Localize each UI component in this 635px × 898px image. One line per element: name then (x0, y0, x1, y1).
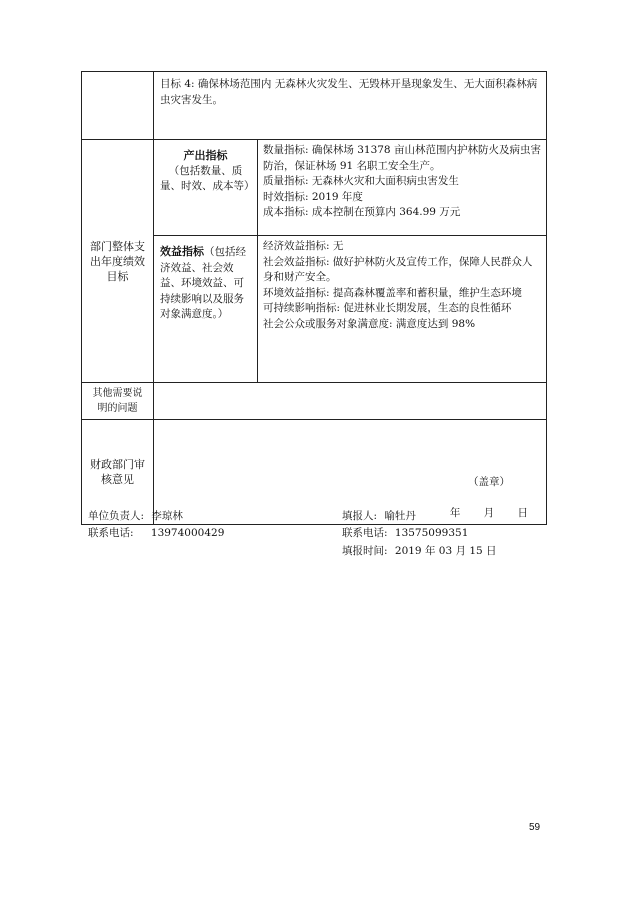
output-cost: 成本指标: 成本控制在预算内 364.99 万元 (263, 206, 461, 218)
finance-review-label-text: 财政部门审核意见 (90, 458, 145, 486)
performance-goal-label (82, 140, 154, 383)
fill-time-label: 填报时间: (342, 545, 388, 557)
phone-label-left: 联系电话: (88, 527, 134, 539)
filler (342, 509, 416, 523)
output-indicator-row (82, 140, 547, 236)
other-notes-label-text: 其他需要说明的问题 (92, 388, 143, 414)
benefit-economic: 经济效益指标: 无 (263, 240, 344, 252)
benefit-indicator-note: （包括经济效益、社会效益、环境效益、可持续影响以及服务对象满意度。） (160, 246, 246, 320)
fill-time (342, 544, 497, 558)
contact-left (88, 526, 224, 540)
other-notes-label (82, 383, 154, 420)
phone-right: 13575099351 (394, 527, 469, 539)
benefit-indicator-content (258, 236, 547, 383)
output-indicator-note: （包括数量、质量、时效、成本等） (160, 164, 255, 192)
page-number: 59 (529, 822, 541, 833)
unit-head-name: 李琼林 (151, 510, 183, 522)
benefit-indicator-heading: 效益指标 (160, 245, 204, 258)
output-quality: 质量指标: 无森林火灾和大面积病虫害发生 (263, 175, 459, 187)
date-month: 月 (483, 507, 495, 519)
review-date (430, 506, 528, 522)
output-indicator-heading: 产出指标 (183, 149, 228, 162)
performance-table (81, 71, 547, 525)
output-indicator-content (258, 140, 547, 236)
benefit-environmental: 环境效益指标: 提高森林覆盖率和蓄积量，维护生态环境 (263, 286, 522, 299)
phone-label-right: 联系电话: (342, 527, 388, 539)
output-timeliness: 时效指标: 2019 年度 (263, 190, 363, 203)
date-day: 日 (517, 507, 529, 519)
benefit-satisfaction: 社会公众或服务对象满意度: 满意度达到 98% (263, 317, 476, 330)
unit-head (88, 509, 183, 523)
goal4-cell: 目标 4: 确保林场范围内 无森林火灾发生、无毁林开垦现象发生、无大面积森林病虫灾害发生。 (154, 72, 547, 140)
fill-time-value: 2019 年 03 月 15 日 (394, 545, 497, 557)
output-indicator-label (154, 140, 258, 236)
benefit-social: 社会效益指标: 做好护林防火及宣传工作，保障人民群众人身和财产安全。 (263, 255, 533, 283)
contact-right (342, 526, 468, 540)
date-year: 年 (449, 507, 461, 519)
filler-name: 喻牡丹 (384, 510, 416, 522)
performance-goal-label-text: 部门整体支出年度绩效目标 (90, 239, 145, 283)
benefit-indicator-label (154, 236, 258, 383)
phone-left: 13974000429 (150, 527, 225, 539)
other-notes-value (154, 383, 547, 420)
filler-label: 填报人: (342, 510, 378, 522)
unit-head-label: 单位负责人: (88, 510, 145, 522)
benefit-sustainable: 可持续影响指标: 促进林业长期发展，生态的良性循环 (263, 302, 512, 314)
other-notes-row (82, 383, 547, 420)
seal-text: （盖章） (468, 476, 511, 488)
output-quantity: 数量指标: 确保林场 31378 亩山林范围内护林防火及病虫害防治，保证林场 91 名职工安全生产。 (263, 144, 541, 172)
goal4-row (82, 72, 547, 140)
